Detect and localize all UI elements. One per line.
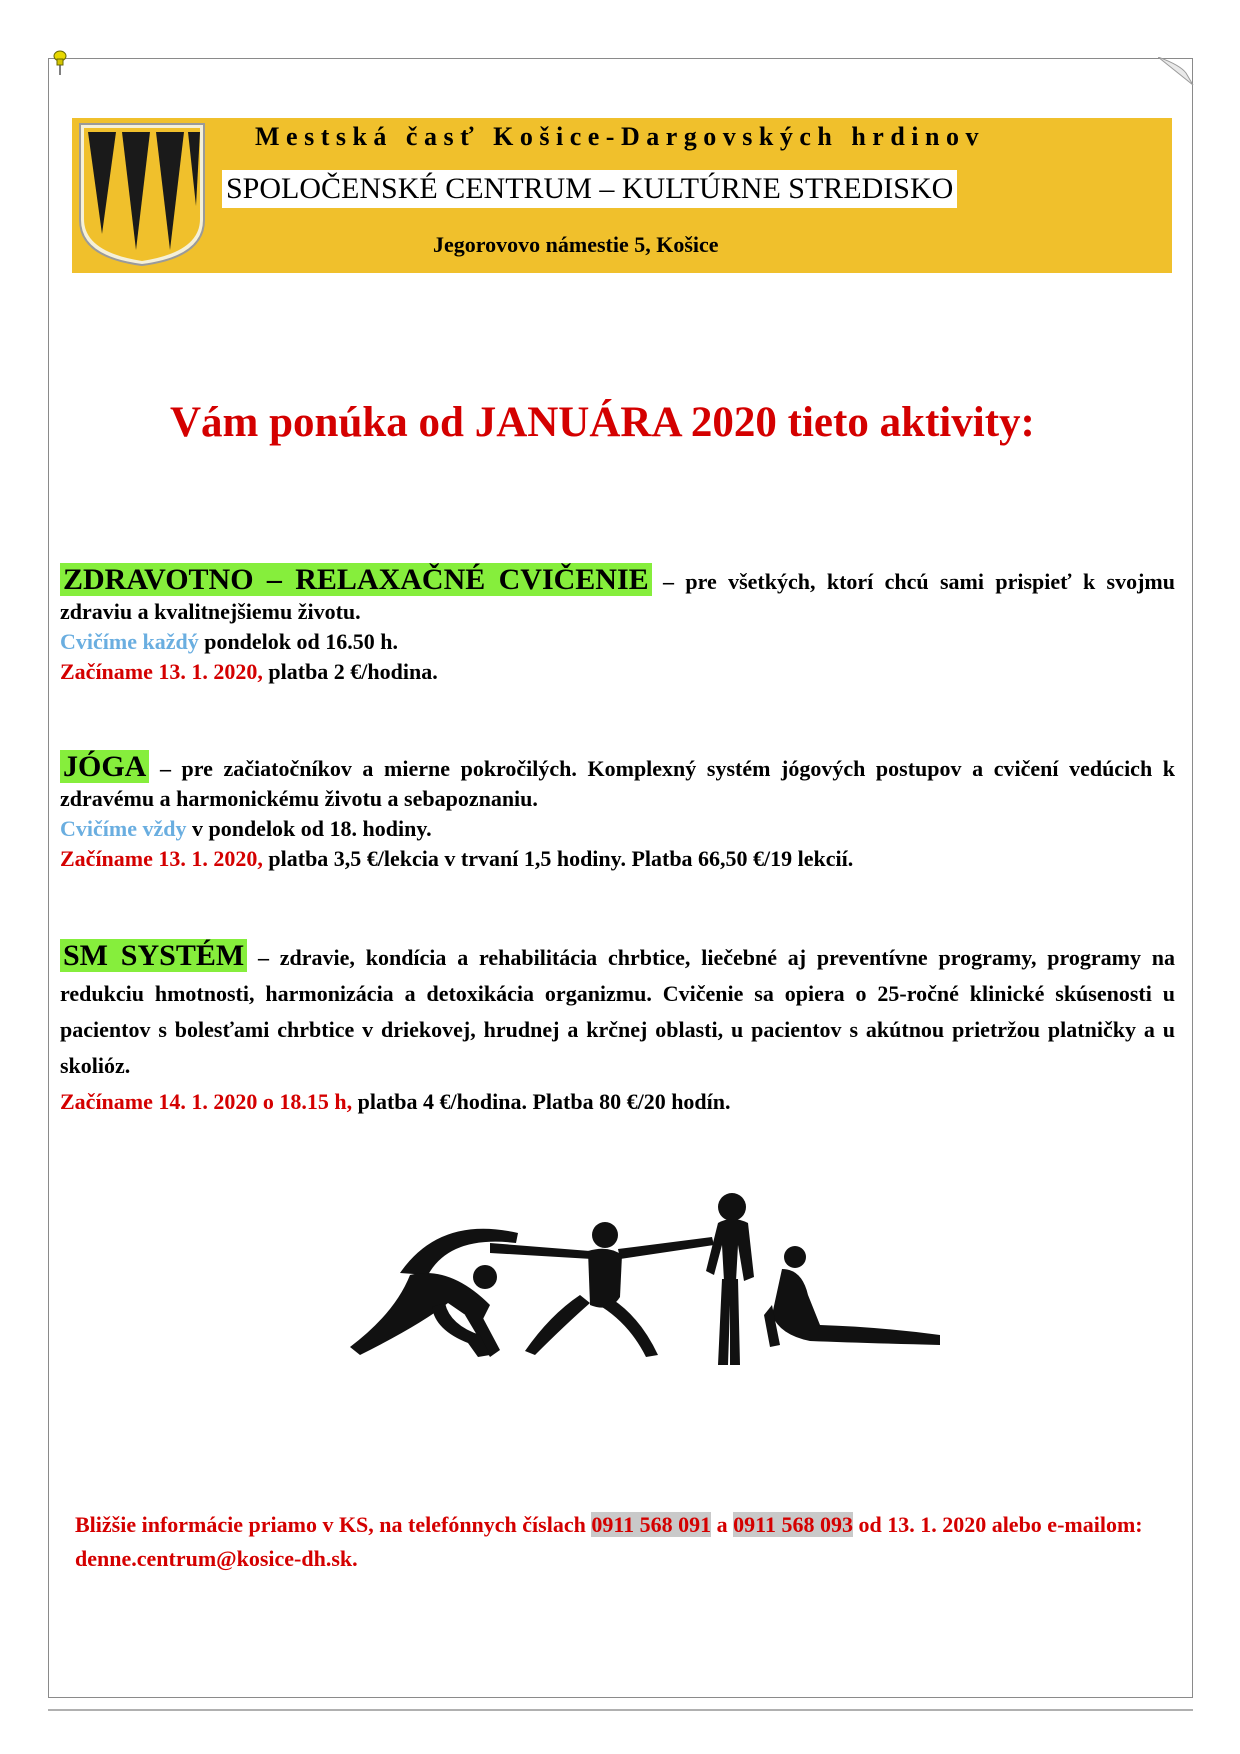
schedule-detail: v pondelok od 18. hodiny. (186, 816, 432, 841)
activity-health-relax (60, 565, 1175, 687)
activity-sm-system (60, 938, 1175, 1120)
municipality-name: Mestská časť Košice-Dargovských hrdinov (255, 122, 985, 151)
activity-intro (60, 938, 1175, 1084)
page-headline: Vám ponúka od JANUÁRA 2020 tieto aktivity: (170, 399, 1035, 446)
activity-start (60, 1084, 1175, 1120)
address: Jegorovovo námestie 5, Košice (433, 232, 719, 257)
start-label: Začíname 13. 1. 2020, (60, 659, 263, 684)
contact-email-text: od 13. 1. 2020 alebo e-mailom: denne.centrum@kosice-dh.sk. (75, 1512, 1143, 1571)
activity-description: – pre začiatočníkov a mierne pokročilých. Komplexný systém jógových postupov a cvičení vedúcich k zdravému a harmonickému životu a sebapoznaniu. (60, 756, 1176, 811)
activity-tag: JÓGA (60, 750, 149, 783)
start-label: Začíname 14. 1. 2020 o 18.15 h, (60, 1089, 353, 1114)
contact-and: a (711, 1512, 734, 1537)
yoga-silhouettes-illustration (340, 1185, 980, 1395)
schedule-label: Cvičíme vždy (60, 816, 187, 841)
start-label: Začíname 13. 1. 2020, (60, 846, 263, 871)
page-sheet (48, 58, 1193, 1698)
activity-description: – pre všetkých, ktorí chcú sami prispieť k svojmu zdraviu a kvalitnejšiemu životu. (60, 569, 1175, 624)
activity-yoga (60, 752, 1175, 874)
activity-schedule (60, 627, 1175, 657)
activity-intro (60, 565, 1175, 627)
pushpin-icon (52, 50, 68, 76)
contact-info (75, 1508, 1155, 1576)
silhouette-cobra (764, 1246, 940, 1347)
phone-number-2[interactable]: 0911 568 093 (733, 1512, 853, 1537)
sheet-bottom-edge (48, 1697, 1193, 1711)
activity-start (60, 844, 1175, 874)
activity-description: – zdravie, kondícia a rehabilitácia chrbtice, liečebné aj preventívne programy, programy na redukciu hmotnosti, harmonizácia a detoxikácia organizmu. Cvičenie sa opiera o 25-ročné klinické skúsenosti u pacientov s bolesťami chrbtice v driekovej, hrudnej a krčnej oblasti, u pacientov s akútnou prietržou platničky a u skolióz. (60, 945, 1176, 1078)
silhouette-warrior (490, 1222, 714, 1357)
schedule-detail: pondelok od 16.50 h. (198, 629, 398, 654)
silhouette-standing (706, 1193, 754, 1365)
activity-start (60, 657, 1175, 687)
start-detail: platba 3,5 €/lekcia v trvaní 1,5 hodiny. Platba 66,50 €/19 lekcií. (262, 846, 854, 871)
coat-of-arms-logo (78, 122, 206, 267)
contact-text: Bližšie informácie priamo v KS, na telefónnych číslach (75, 1512, 592, 1537)
center-name: SPOLOČENSKÉ CENTRUM – KULTÚRNE STREDISKO (222, 170, 957, 208)
start-detail: platba 4 €/hodina. Platba 80 €/20 hodín. (352, 1089, 731, 1114)
phone-number-1[interactable]: 0911 568 091 (591, 1512, 712, 1537)
activity-tag: ZDRAVOTNO – RELAXAČNÉ CVIČENIE (60, 563, 652, 596)
activity-intro (60, 752, 1175, 814)
schedule-label: Cvičíme každý (60, 629, 199, 654)
activity-schedule (60, 814, 1175, 844)
page-curl-corner (1158, 57, 1194, 87)
start-detail: platba 2 €/hodina. (262, 659, 438, 684)
activity-tag: SM SYSTÉM (60, 939, 247, 972)
